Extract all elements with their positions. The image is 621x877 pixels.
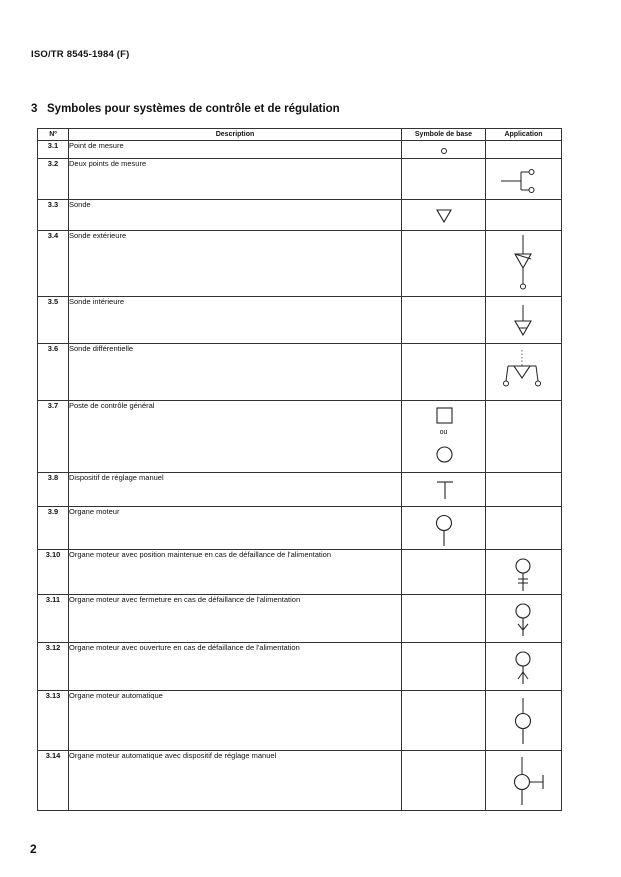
row-number: 3.6 [38, 344, 69, 401]
basic-symbol-cell [402, 159, 486, 200]
application-cell [486, 200, 562, 231]
table-row [38, 200, 562, 231]
table-header-row [38, 129, 562, 141]
basic-symbol-cell [402, 643, 486, 691]
row-number: 3.10 [38, 550, 69, 595]
column-header-description: Description [69, 129, 402, 141]
application-cell [486, 507, 562, 550]
row-description: Dispositif de réglage manuel [69, 473, 402, 507]
application-cell [486, 643, 562, 691]
basic-symbol-cell [402, 200, 486, 231]
application-cell [486, 344, 562, 401]
application-cell [486, 473, 562, 507]
indoor-probe-icon [512, 305, 536, 341]
application-cell [486, 595, 562, 643]
table-row [38, 691, 562, 751]
application-cell [486, 141, 562, 159]
basic-symbol-cell [402, 550, 486, 595]
application-cell [486, 159, 562, 200]
row-number: 3.7 [38, 401, 69, 473]
probe-triangle-icon [435, 207, 453, 225]
row-number: 3.8 [38, 473, 69, 507]
basic-symbol-cell [402, 231, 486, 297]
actuator-close-on-failure-icon [513, 600, 535, 640]
differential-probe-icon [502, 350, 546, 398]
basic-symbol-cell [402, 473, 486, 507]
measuring-point-circle-icon [438, 145, 450, 157]
actuator-circle-stem-icon [434, 514, 454, 548]
row-description: Organe moteur automatique [69, 691, 402, 751]
application-cell [486, 691, 562, 751]
row-number: 3.11 [38, 595, 69, 643]
basic-symbol-cell [402, 595, 486, 643]
row-description: Sonde intérieure [69, 297, 402, 344]
manual-adjustment-t-icon [436, 479, 454, 501]
row-number: 3.2 [38, 159, 69, 200]
row-number: 3.1 [38, 141, 69, 159]
row-number: 3.13 [38, 691, 69, 751]
table-row [38, 473, 562, 507]
section-number: 3 [31, 103, 38, 115]
row-number: 3.12 [38, 643, 69, 691]
document-header: ISO/TR 8545-1984 (F) [31, 49, 130, 60]
row-description: Organe moteur [69, 507, 402, 550]
actuator-open-on-failure-icon [513, 648, 535, 688]
row-number: 3.4 [38, 231, 69, 297]
two-measuring-points-icon [499, 167, 549, 193]
table-row [38, 141, 562, 159]
table-row [38, 401, 562, 473]
row-description: Point de mesure [69, 141, 402, 159]
row-description: Organe moteur automatique avec dispositif de réglage manuel [69, 751, 402, 811]
basic-symbol-cell [402, 297, 486, 344]
automatic-actuator-icon [513, 698, 535, 746]
application-cell [486, 751, 562, 811]
row-number: 3.9 [38, 507, 69, 550]
table-row [38, 595, 562, 643]
row-description: Poste de contrôle général [69, 401, 402, 473]
basic-symbol-cell [402, 344, 486, 401]
row-number: 3.14 [38, 751, 69, 811]
column-header-application: Application [486, 129, 562, 141]
basic-symbol-cell [402, 141, 486, 159]
table-row [38, 344, 562, 401]
column-header-basic-symbol: Symbole de base [402, 129, 486, 141]
table-row [38, 751, 562, 811]
column-header-no: Nº [38, 129, 69, 141]
application-cell [486, 231, 562, 297]
table-row [38, 550, 562, 595]
or-label: ou [439, 429, 448, 436]
control-station-circle-icon [436, 446, 454, 464]
section-heading [31, 103, 340, 115]
outdoor-probe-icon [512, 235, 536, 293]
table-row [38, 297, 562, 344]
application-cell [486, 550, 562, 595]
basic-symbol-cell [402, 691, 486, 751]
page-number: 2 [30, 842, 37, 856]
table-row [38, 643, 562, 691]
row-description: Sonde différentielle [69, 344, 402, 401]
automatic-actuator-manual-icon [510, 757, 550, 807]
table-row [38, 159, 562, 200]
basic-symbol-cell [402, 751, 486, 811]
row-description: Sonde extérieure [69, 231, 402, 297]
table-row [38, 507, 562, 550]
actuator-hold-position-icon [513, 555, 535, 593]
application-cell [486, 401, 562, 473]
row-description: Organe moteur avec fermeture en cas de défaillance de l'alimentation [69, 595, 402, 643]
row-number: 3.3 [38, 200, 69, 231]
symbols-table [37, 128, 562, 811]
section-title: Symboles pour systèmes de contrôle et de régulation [47, 103, 340, 115]
row-description: Sonde [69, 200, 402, 231]
row-description: Deux points de mesure [69, 159, 402, 200]
control-station-square-icon [436, 407, 454, 425]
application-cell [486, 297, 562, 344]
basic-symbol-cell [402, 401, 486, 473]
row-number: 3.5 [38, 297, 69, 344]
basic-symbol-cell [402, 507, 486, 550]
row-description: Organe moteur avec position maintenue en cas de défaillance de l'alimentation [69, 550, 402, 595]
table-row [38, 231, 562, 297]
row-description: Organe moteur avec ouverture en cas de défaillance de l'alimentation [69, 643, 402, 691]
